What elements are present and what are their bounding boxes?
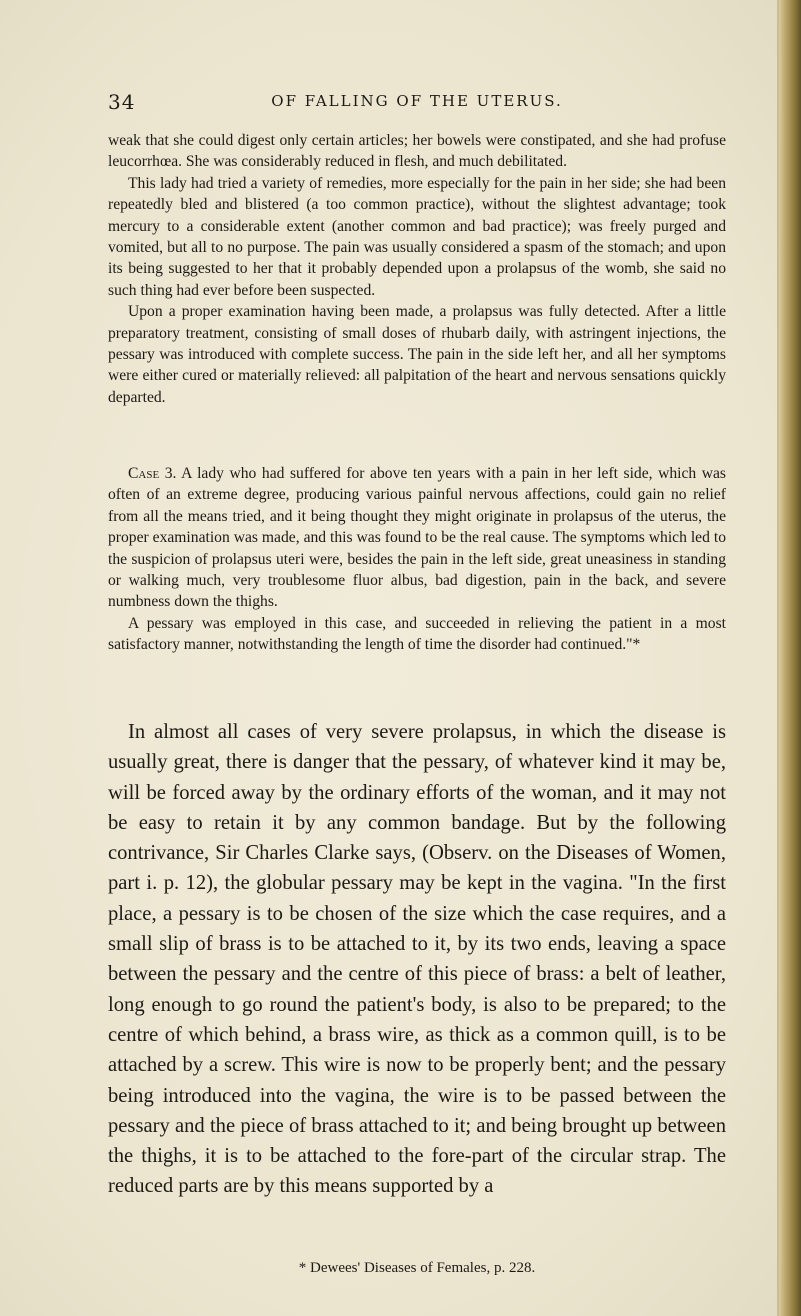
paragraph-4-body: A lady who had suffered for above ten years with a pain in her left side, which was often of an extreme degree, producing various painful nervous affections, could gain no relief from all the means tried, and it being thought they might originate in prolapsus of the uterus, the proper examination was made, and this was found to be the real cause. The symptoms which led to the suspicion of prolapsus uteri were, besides the pain in the left side, great uneasiness in standing or walking much, very troublesome fluor albus, bad digestion, pain in the back, and severe numbness down the thighs. xyxy=(108,465,727,611)
book-spine-edge xyxy=(779,0,801,1316)
main-text xyxy=(108,717,726,1202)
page-number: 34 xyxy=(108,90,136,114)
paragraph-5: A pessary was employed in this case, and succeeded in relieving the patient in a most satisfactory manner, notwithstanding the length of time the disorder had continued."* xyxy=(108,614,726,654)
paragraph-6: In almost all cases of very severe prolapsus, in which the disease is usually great, there is danger that the pessary, of whatever kind it may be, will be forced away by the ordinary efforts of the woman, and it may not be easy to retain it by any common bandage. But by the following contrivance, Sir Charles Clarke says, (Observ. on the Diseases of Women, part i. p. 12), the globular pessary may be kept in the vagina. "In the first place, a pessary is to be chosen of the size which the case requires, and a small slip of brass is to be attached to it, by its two ends, leaving a space between the pessary and the centre of this piece of brass: a belt of leather, long enough to go round the patient's body, is also to be prepared; to the centre of which behind, a brass wire, as thick as a common quill, is to be attached by a screw. This wire is now to be properly bent; and the pessary being introduced into the vagina, the wire is to be passed between the pessary and the piece of brass attached to it; and being brought up between the thighs, it is to be attached to the fore-part of the circular strap. The reduced parts are by this means supported by a xyxy=(108,721,726,1198)
paragraph-2: This lady had tried a variety of remedies, more especially for the pain in her side; she had been repeatedly bled and blistered (a too common practice), without the slightest advantage; took mercury to a considerable extent (another common and bad practice); was freely purged and vomited, but all to no purpose. The pain was usually considered a spasm of the stomach; and upon its being suggested to her that it probably depended upon a prolapsus of the womb, she said no such thing had ever before been suspected. xyxy=(108,174,726,299)
case-3-text xyxy=(108,463,726,656)
paragraph-1: weak that she could digest only certain articles; her bowels were constipated, and she had profuse leucorrhœa. She was considerably reduced in flesh, and much debilitated. xyxy=(108,132,726,171)
running-head: OF FALLING OF THE UTERUS. xyxy=(271,92,563,110)
footnote: * Dewees' Diseases of Females, p. 228. xyxy=(298,1260,536,1276)
case-label: Case 3. xyxy=(128,465,177,482)
paragraph-3: Upon a proper examination having been made, a prolapsus was fully detected. After a little preparatory treatment, consisting of small doses of rhubarb daily, with astringent injections, the pessary was introduced with complete success. The pain in the side left her, and all her symptoms were either cured or materially relieved: all palpitation of the heart and nervous sensations quickly departed. xyxy=(108,303,726,406)
quoted-case-text xyxy=(108,130,726,408)
paragraph-4 xyxy=(108,463,726,613)
page-header xyxy=(108,90,726,116)
